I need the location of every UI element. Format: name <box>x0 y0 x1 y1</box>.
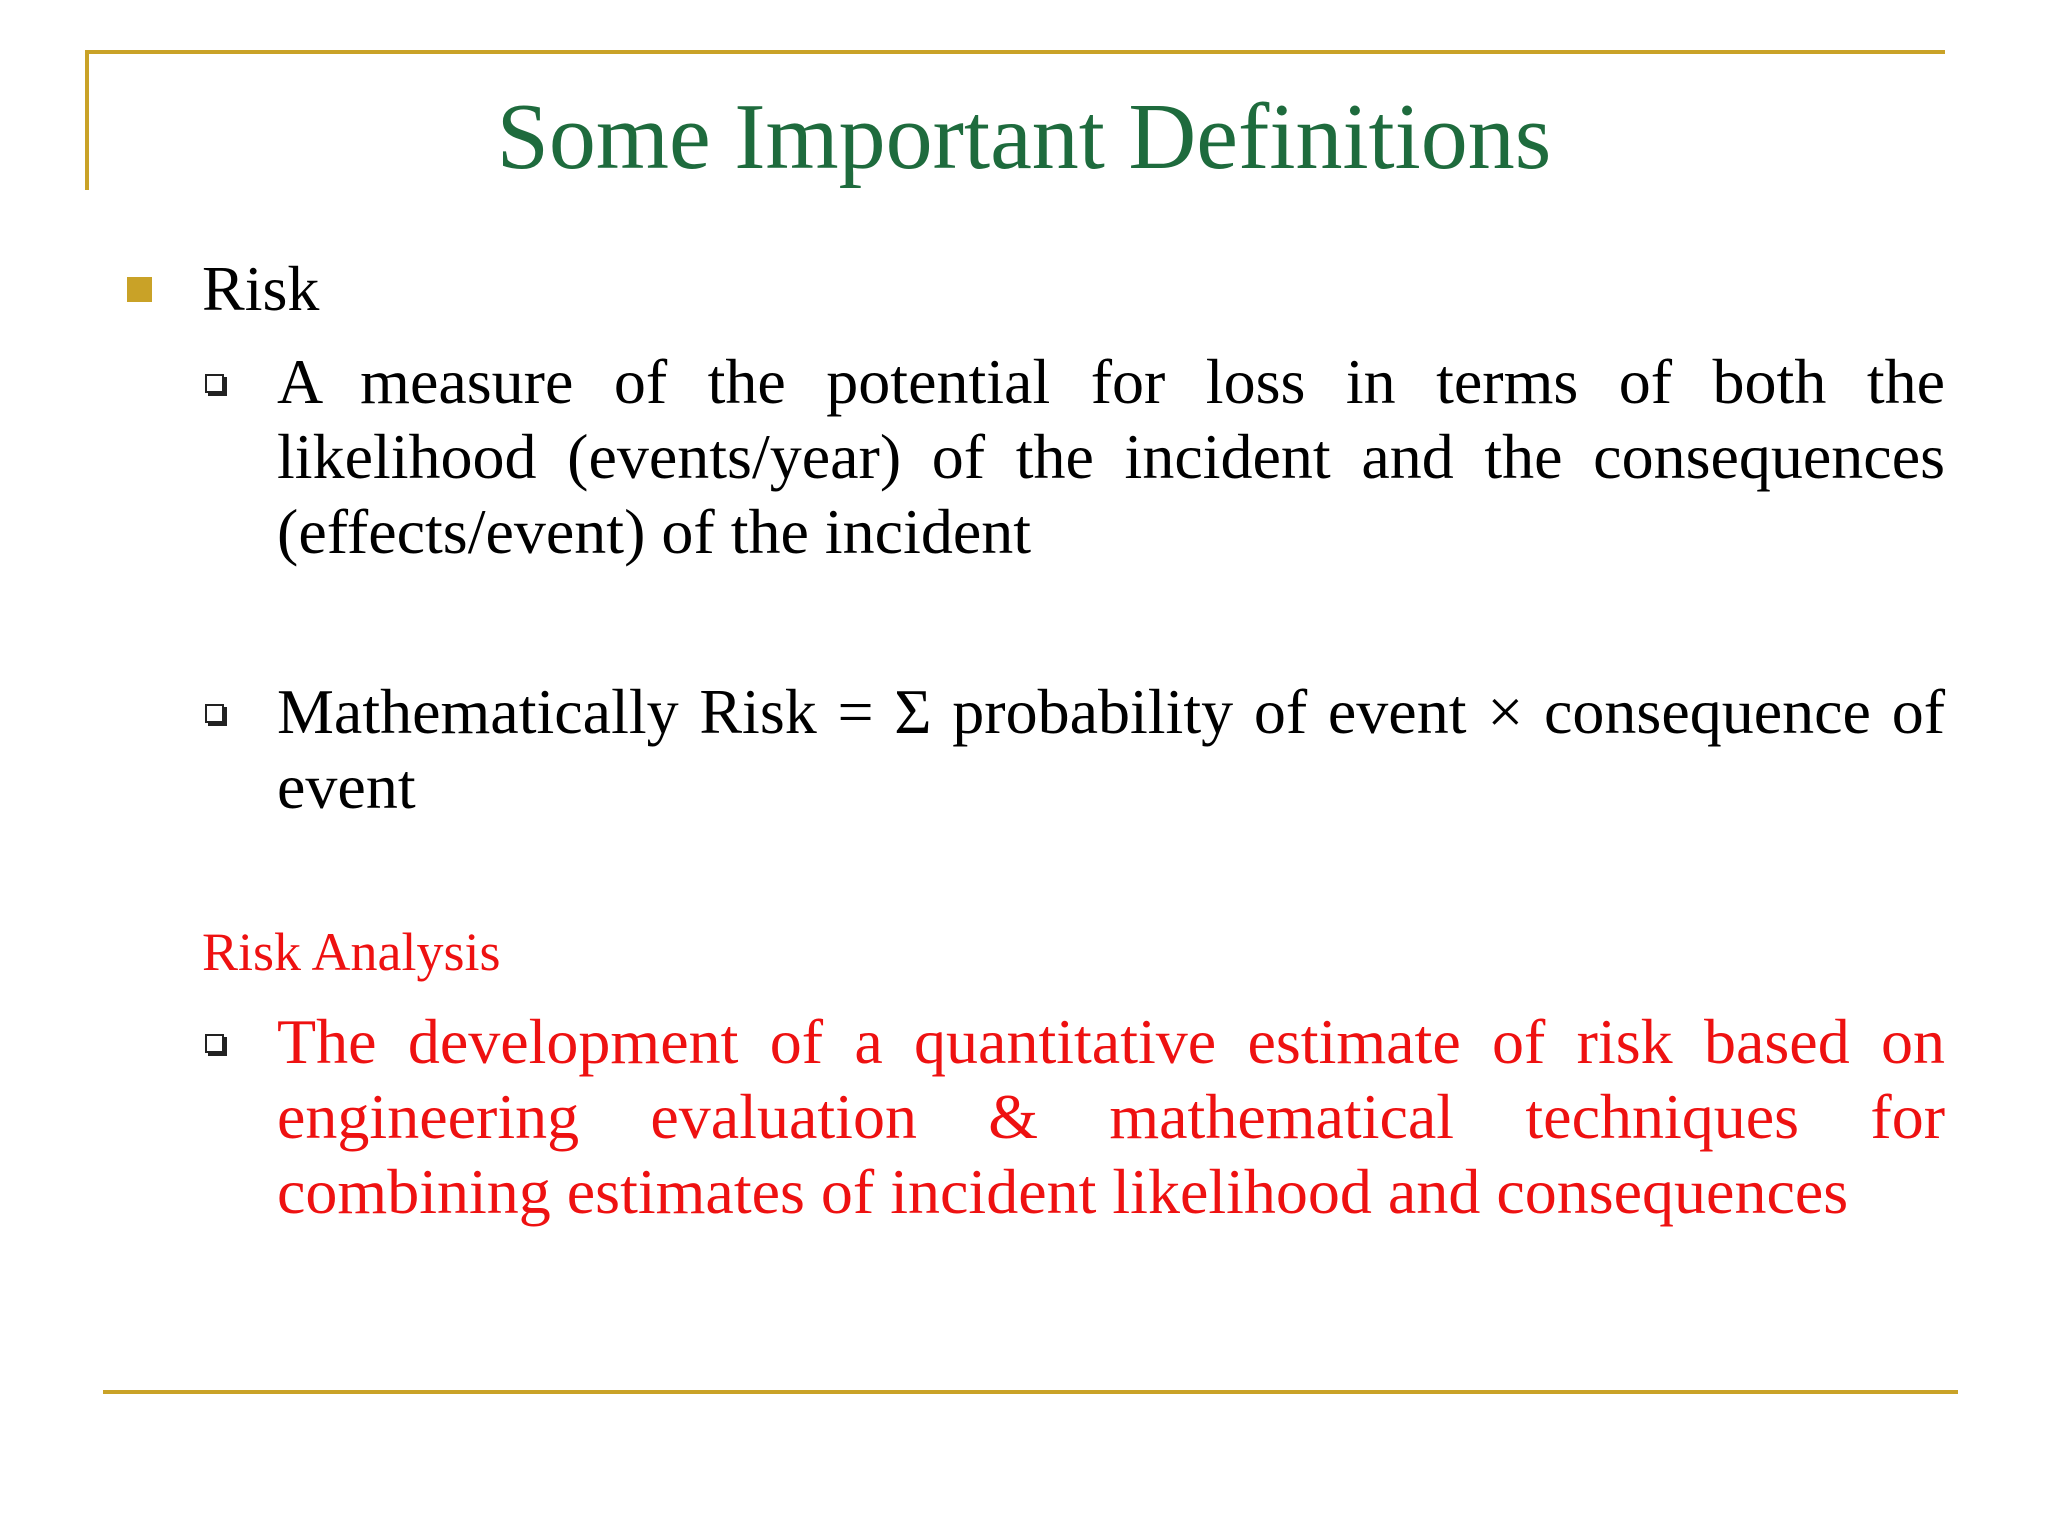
bottom-rule <box>103 1390 1958 1394</box>
risk-heading: Risk <box>202 253 320 324</box>
risk-definition: A measure of the potential for loss in terms of both the likelihood (events/year) of the incident and the consequences (effects/event) of the incident <box>277 346 1945 567</box>
risk-formula: Mathematically Risk = Σ probability of event × consequence of event <box>277 676 1945 822</box>
top-frame-line <box>85 50 1945 54</box>
square-bullet-icon <box>127 277 152 302</box>
checkbox-bullet-icon <box>205 704 224 723</box>
checkbox-bullet-icon <box>205 1034 224 1053</box>
risk-analysis-heading: Risk Analysis <box>202 922 501 982</box>
checkbox-bullet-icon <box>205 374 224 393</box>
risk-analysis-definition: The development of a quantitative estimate of risk based on engineering evaluation & mathematical techniques for combining estimates of incident likelihood and consequences <box>277 1006 1945 1227</box>
slide-title: Some Important Definitions <box>496 85 1552 189</box>
